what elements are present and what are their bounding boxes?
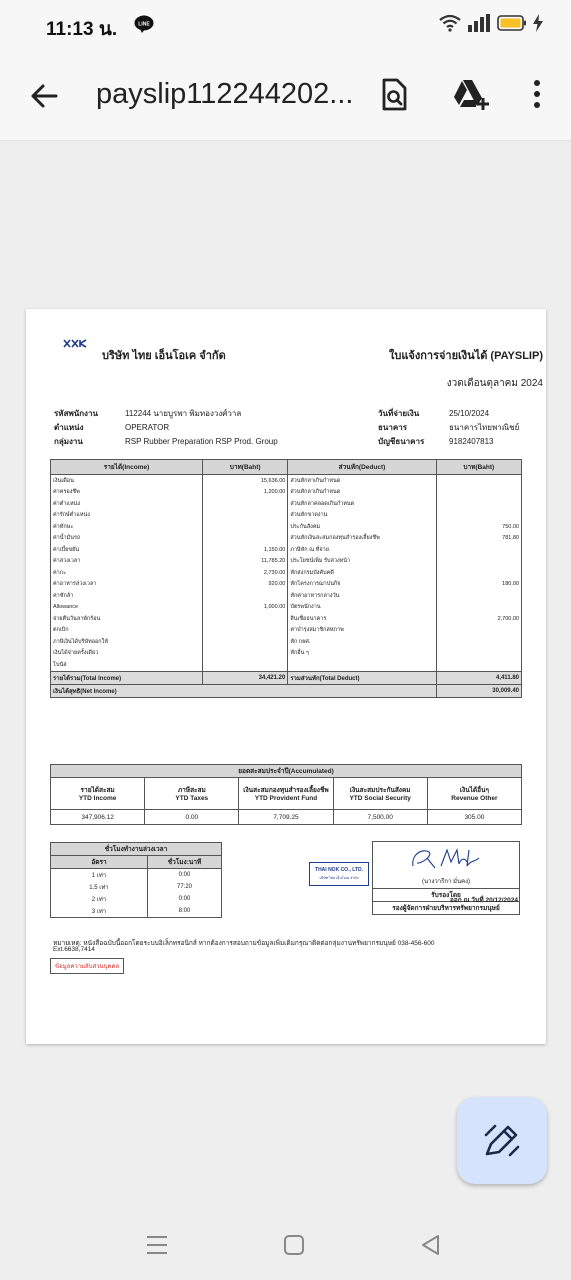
row-deduct: หัก กยศ. [288, 636, 436, 648]
row-damt: 2,700.00 [436, 613, 521, 625]
signer-name: (นางวารีกา มั่นคง) [421, 879, 471, 885]
certified-by: รับรองโดย [373, 889, 520, 902]
issued-date: ออก ณ วันที่ 20/12/2024 [449, 897, 518, 904]
row-deduct: ประโยชน์เพิ่ม รับล่วงหน้า [288, 556, 436, 568]
info-value: ธนาคารไทยพาณิชย์ [449, 422, 520, 432]
row-income: ภาษีเงินได้บริษัทออกให้ [51, 636, 203, 648]
row-deduct: สินเชื่อธนาคาร [288, 613, 436, 625]
table-row [51, 602, 522, 614]
back-arrow-icon[interactable] [28, 80, 60, 112]
row-iamt: 920.00 [203, 579, 288, 591]
row-damt [436, 510, 521, 522]
ytd-header: เงินได้อื่นๆ Revenue Other [427, 778, 521, 810]
more-options-icon[interactable] [530, 78, 544, 110]
row-deduct: ภาษีหัก ณ ที่จ่าย [288, 544, 436, 556]
table-row [51, 579, 522, 591]
wifi-icon [439, 14, 461, 32]
company-name: บริษัท ไทย เอ็นโอเค จำกัด [102, 350, 226, 362]
ot-rate: 1 เท่า [51, 869, 148, 882]
info-value: 9182407813 [449, 436, 494, 446]
row-iamt [203, 510, 288, 522]
row-iamt: 11,785.20 [203, 556, 288, 568]
find-in-page-icon[interactable] [378, 78, 410, 112]
row-damt [436, 544, 521, 556]
payslip-title: ใบแจ้งการจ่ายเงินได้ (PAYSLIP) [388, 350, 543, 362]
row-deduct: ส่วนหักลาคลอดเกินกำหนด [288, 498, 436, 510]
employee-info-right [378, 406, 519, 448]
row-damt [436, 590, 521, 602]
ytd-header: เงินสะสมประกันสังคม YTD Social Security [333, 778, 427, 810]
row-deduct: ค่าบำรุงสมาชิกสหภาพ [288, 625, 436, 637]
pay-period: งวดเดือนตุลาคม 2024 [446, 378, 543, 389]
row-damt: 750.00 [436, 521, 521, 533]
net-income-value: 30,009.40 [436, 684, 521, 697]
ytd-table [50, 764, 522, 825]
footnote: หมายเหตุ: หนังสือฉบับนี้ออกโดยระบบอิเล็กทรอนิกส์ หากต้องการสอบถามข้อมูลเพิ่มเติมกรุณาติดต่อกลุ่มงานทรัพยากรมนุษย์ 038-456-600 [53, 940, 435, 947]
info-label: รหัสพนักงาน [54, 408, 98, 418]
row-damt [436, 648, 521, 660]
row-damt [436, 475, 521, 487]
ytd-taxes-value: 0.00 [145, 810, 239, 825]
table-row [51, 521, 522, 533]
table-row [51, 498, 522, 510]
row-damt [436, 625, 521, 637]
ytd-header: เงินสะสมกองทุนสำรองเลี้ยงชีพ YTD Provident Fund [239, 778, 333, 810]
row-income: ค่าตำแหน่ง [51, 498, 203, 510]
employee-info-left [54, 406, 278, 448]
row-damt [436, 636, 521, 648]
row-damt [436, 556, 521, 568]
ot-hours-header: ชั่วโมง:นาที [148, 856, 222, 869]
deduct-baht-header: บาท(Baht) [436, 460, 521, 475]
company-logo [63, 339, 87, 348]
signal-icon [467, 14, 491, 32]
info-label: ธนาคาร [378, 422, 407, 432]
table-row [51, 567, 522, 579]
row-iamt: 1,000.00 [203, 602, 288, 614]
row-deduct: หักส่งกรมบังคับคดี [288, 567, 436, 579]
row-iamt [203, 498, 288, 510]
ytd-header: ภาษีสะสม YTD Taxes [145, 778, 239, 810]
net-income-row [51, 684, 522, 697]
ytd-other-value: 305.00 [427, 810, 521, 825]
deduct-header: ส่วนหัก(Deduct) [288, 460, 436, 475]
row-deduct: ประกันสังคม [288, 521, 436, 533]
ytd-income-value: 347,906.12 [51, 810, 145, 825]
home-icon[interactable] [283, 1234, 305, 1256]
row-iamt: 1,200.00 [203, 487, 288, 499]
table-row [51, 625, 522, 637]
row-iamt [203, 613, 288, 625]
total-row [51, 671, 522, 684]
navigation-bar [0, 1210, 571, 1280]
confidential-label: ข้อมูลความลับส่วนบุคคล [50, 958, 124, 974]
back-nav-icon[interactable] [420, 1234, 442, 1256]
ot-rate-header: อัตรา [51, 856, 148, 869]
row-deduct [288, 659, 436, 671]
table-row [51, 510, 522, 522]
table-row [51, 648, 522, 660]
row-deduct: ส่วนหักเงินสะสมกองทุนสำรองเลี้ยงชีพ [288, 533, 436, 545]
row-deduct: ส่วนหักขาดงาน [288, 510, 436, 522]
ot-rate: 1.5 เท่า [51, 881, 148, 893]
table-row [51, 590, 522, 602]
row-deduct: หักอื่น ๆ [288, 648, 436, 660]
info-label: วันที่จ่ายเงิน [378, 408, 420, 418]
signer-role: รองผู้จัดการฝ่ายบริหารทรัพยากรมนุษย์ [373, 902, 520, 915]
row-deduct: หักโครงการฌาปนกิจ [288, 579, 436, 591]
net-income-label: เงินได้สุทธิ(Net Income) [51, 684, 437, 697]
row-damt: 180.00 [436, 579, 521, 591]
line-app-icon [134, 15, 154, 33]
row-iamt: 15,636.00 [203, 475, 288, 487]
pen-edit-icon [484, 1123, 520, 1159]
row-deduct: ส่วนหักลาเกินกำหนด [288, 475, 436, 487]
row-income: Allowance [51, 602, 203, 614]
document-page [26, 309, 546, 1044]
row-iamt [203, 659, 288, 671]
ot-hours: 0:00 [148, 869, 222, 882]
ot-rate: 2 เท่า [51, 893, 148, 905]
overtime-table [50, 842, 222, 918]
row-iamt [203, 590, 288, 602]
svg-text:LINE: LINE [138, 21, 150, 28]
ytd-provident-value: 7,709.25 [239, 810, 333, 825]
total-deduct-value: 4,411.80 [436, 671, 521, 684]
ytd-header: รายได้สะสม YTD Income [51, 778, 145, 810]
table-row [51, 544, 522, 556]
row-income: ค่าชักล้า [51, 590, 203, 602]
info-value: 25/10/2024 [449, 408, 490, 418]
file-title: payslip112244202... [96, 78, 354, 110]
ot-title: ชั่วโมงทำงานล่วงเวลา [51, 843, 222, 856]
charging-icon [533, 14, 543, 32]
ot-hours: 8:00 [148, 905, 222, 918]
add-to-drive-icon[interactable] [452, 78, 490, 112]
info-value: OPERATOR [125, 422, 170, 432]
row-iamt: 1,150.00 [203, 544, 288, 556]
row-income: ค่าทักษะ [51, 521, 203, 533]
row-damt: 781.80 [436, 533, 521, 545]
info-value: 112244 นายบูรพา พิมทองวงศ์วาล [125, 408, 242, 418]
info-label: ตำแหน่ง [54, 422, 84, 432]
status-bar [0, 0, 571, 50]
row-iamt [203, 636, 288, 648]
row-income: ค่าเบี้ยขยัน [51, 544, 203, 556]
info-label: บัญชีธนาคาร [378, 436, 425, 446]
row-income: ค่าอาหารล่วงเวลา [51, 579, 203, 591]
ytd-title: ยอดสะสมประจำปี(Accumulated) [51, 765, 522, 778]
row-deduct: หักค่าอาหารกลางวัน [288, 590, 436, 602]
row-income: เงินได้จ่ายครั้งเดียว [51, 648, 203, 660]
row-iamt: 2,730.00 [203, 567, 288, 579]
signature-area [373, 842, 520, 889]
row-income: ค่าน้ำมันรถ [51, 533, 203, 545]
company-stamp: THAI NOK CO., LTD. บริษัท ไทย เอ็นโอเค จำกัด [309, 862, 369, 886]
total-deduct-label: รวมส่วนหัก(Total Deduct) [288, 671, 436, 684]
income-header: รายได้(Income) [51, 460, 203, 475]
row-income: ค่าครองชีพ [51, 487, 203, 499]
row-damt [436, 659, 521, 671]
ot-hours: 77:20 [148, 881, 222, 893]
footnote-ext: Ext.6638,7414 [53, 946, 95, 953]
total-income-label: รายได้รวม(Total Income) [51, 671, 203, 684]
row-income: ค่าล่วงเวลา [51, 556, 203, 568]
info-value: RSP Rubber Preparation RSP Prod. Group [125, 436, 278, 446]
table-row [51, 659, 522, 671]
row-damt [436, 567, 521, 579]
ot-rate: 3 เท่า [51, 905, 148, 918]
table-row [51, 636, 522, 648]
row-damt [436, 602, 521, 614]
row-income: ค่ารักษ์ตำแหน่ง [51, 510, 203, 522]
row-iamt [203, 521, 288, 533]
row-iamt [203, 625, 288, 637]
table-row [51, 475, 522, 487]
income-baht-header: บาท(Baht) [203, 460, 288, 475]
total-income-value: 34,421.20 [203, 671, 288, 684]
signature-image [409, 846, 481, 872]
income-deduct-rows [51, 475, 522, 672]
row-income: ตกเบิก [51, 625, 203, 637]
ot-hours: 0:00 [148, 893, 222, 905]
app-bar [0, 50, 571, 141]
table-row [51, 613, 522, 625]
income-deduct-table [50, 459, 522, 698]
battery-icon [497, 14, 527, 32]
row-income: ค่ากะ [51, 567, 203, 579]
row-deduct: บัตรพนักงาน [288, 602, 436, 614]
row-income: โบนัส [51, 659, 203, 671]
row-income: เงินเดือน [51, 475, 203, 487]
annotate-fab[interactable] [457, 1097, 547, 1184]
info-label: กลุ่มงาน [54, 436, 83, 446]
table-row [51, 487, 522, 499]
table-row [51, 533, 522, 545]
status-time: 11:13 น. [46, 19, 118, 40]
row-deduct: ส่วนหักลาเกินกำหนด [288, 487, 436, 499]
row-iamt [203, 648, 288, 660]
row-iamt [203, 533, 288, 545]
row-damt [436, 498, 521, 510]
row-damt [436, 487, 521, 499]
ytd-social-value: 7,500.00 [333, 810, 427, 825]
system-icons [439, 14, 543, 32]
table-row [51, 556, 522, 568]
menu-icon[interactable] [146, 1235, 168, 1255]
row-income: จ่ายคืนวันลาพักร้อน [51, 613, 203, 625]
